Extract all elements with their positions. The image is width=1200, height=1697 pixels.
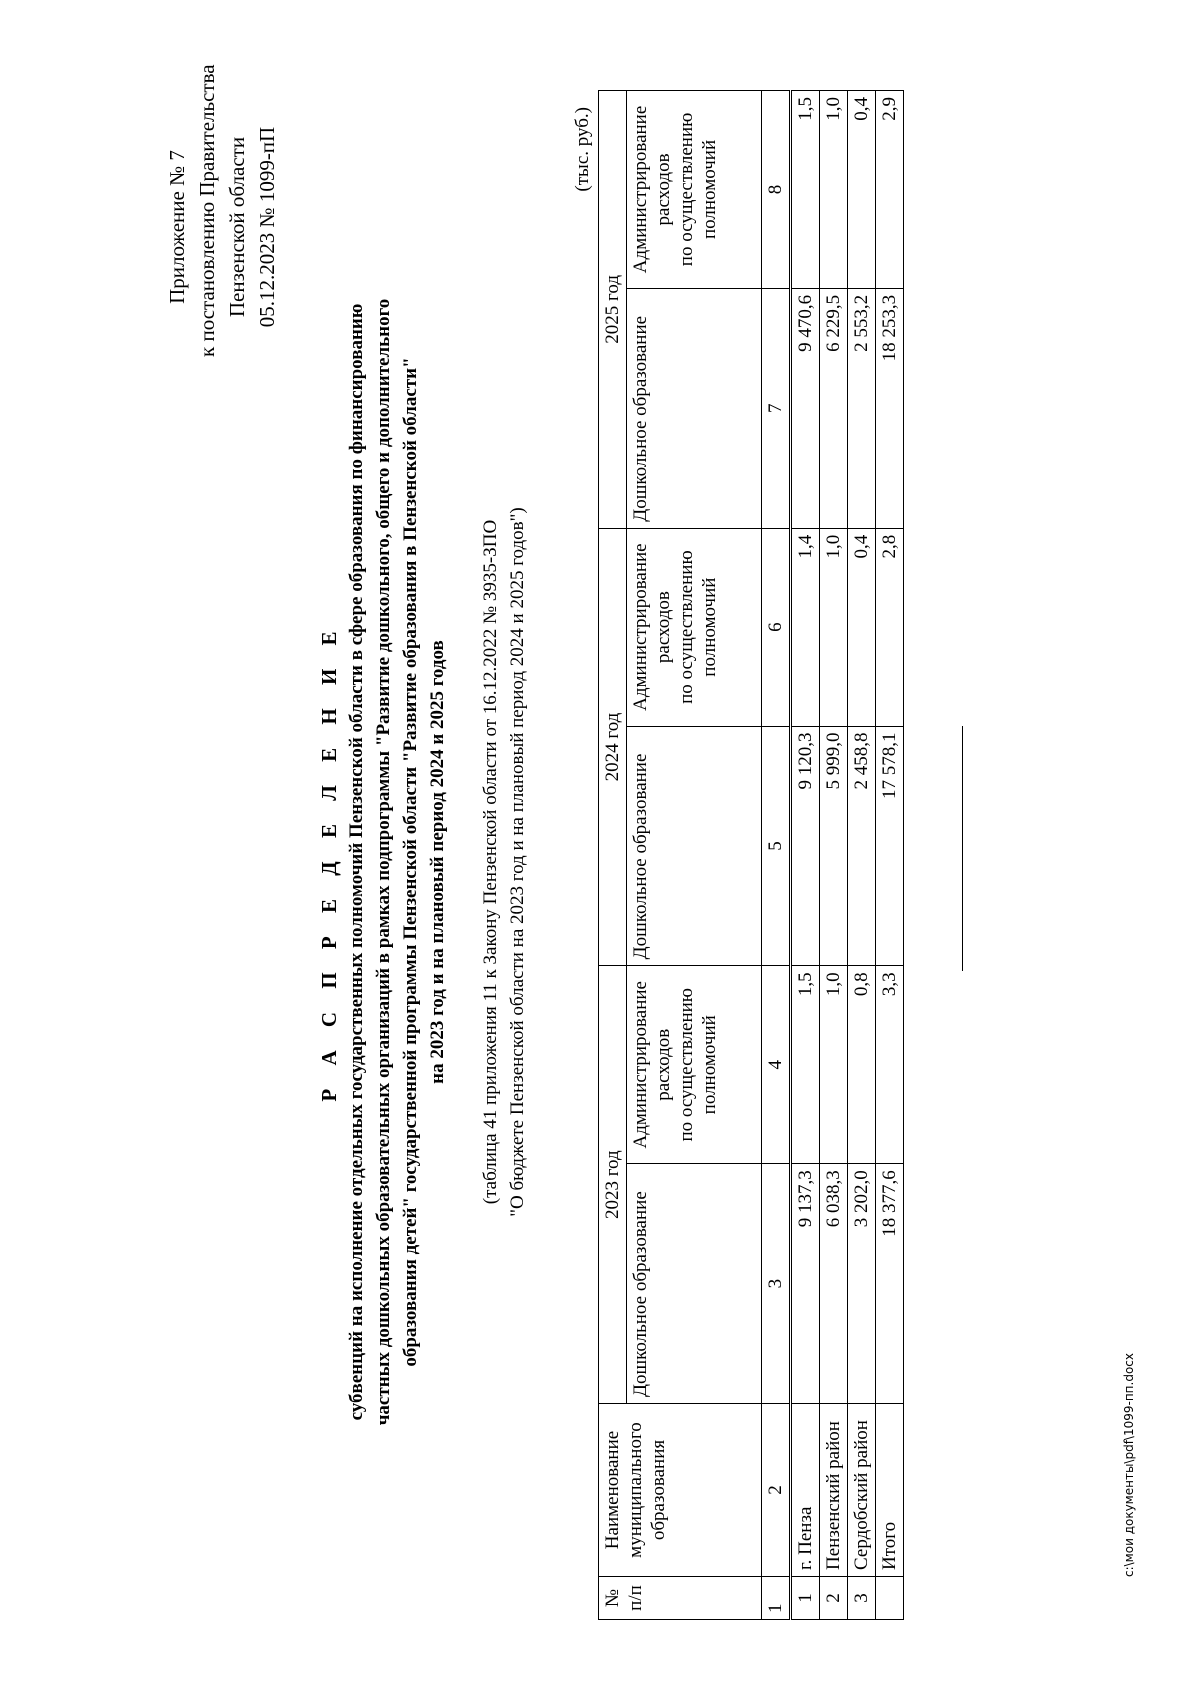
heading-line-1: субвенций на исполнение отдельных государственных полномочий Пензенской области в сфере образования по финансированию <box>346 303 367 1421</box>
value-cell: 1,0 <box>820 966 848 1164</box>
header-year-2024: 2024 год <box>599 528 627 966</box>
end-divider <box>962 726 963 971</box>
value-cell: 6 229,5 <box>820 288 848 528</box>
value-cell: 9 470,6 <box>791 288 820 528</box>
value-cell: 3,3 <box>876 966 904 1164</box>
row-name: Итого <box>876 1404 904 1577</box>
row-name: Сердобский район <box>848 1404 876 1577</box>
table-row <box>848 91 876 1620</box>
appendix-line-2: к постановлению Правительства <box>195 64 219 357</box>
column-number: 8 <box>762 91 791 289</box>
header-year-2025: 2025 год <box>599 91 627 529</box>
admin-line: полномочий <box>699 577 720 677</box>
row-number <box>876 1577 904 1620</box>
appendix-line-1: Приложение № 7 <box>165 150 189 304</box>
header-row-years <box>599 91 627 1620</box>
column-number: 6 <box>762 528 791 726</box>
appendix-block <box>162 64 282 357</box>
file-path-footer: c:\мои документы\pdf\1099-пп.docx <box>1122 1352 1136 1577</box>
value-cell: 18 377,6 <box>876 1164 904 1404</box>
unit-label: (тыс. руб.) <box>572 107 593 192</box>
header-admin-2023 <box>627 966 762 1164</box>
source-line-1: (таблица 41 приложения 11 к Закону Пензенской области от 16.12.2022 № 3935-ЗПО <box>480 519 501 1205</box>
value-cell: 2,8 <box>876 528 904 726</box>
distribution-table <box>598 90 904 1620</box>
admin-line: Администрирование <box>630 981 651 1149</box>
value-cell: 1,4 <box>791 528 820 726</box>
admin-line: Администрирование <box>630 105 651 274</box>
admin-line: расходов <box>653 591 674 664</box>
value-cell: 17 578,1 <box>876 726 904 966</box>
value-cell: 18 253,3 <box>876 288 904 528</box>
admin-line: расходов <box>653 153 674 226</box>
value-cell: 9 120,3 <box>791 726 820 966</box>
header-number: № п/п <box>599 1577 762 1620</box>
admin-line: расходов <box>653 1028 674 1101</box>
column-number: 1 <box>762 1577 791 1620</box>
column-number: 7 <box>762 288 791 528</box>
column-number: 4 <box>762 966 791 1164</box>
admin-line: Администрирование <box>630 543 651 711</box>
document-heading <box>315 177 451 1547</box>
header-preschool-2024: Дошкольное образование <box>627 726 762 966</box>
value-cell: 2,9 <box>876 91 904 289</box>
row-number: 1 <box>791 1577 820 1620</box>
header-municipality: Наименование муниципального образования <box>599 1404 762 1577</box>
header-preschool-2023: Дошкольное образование <box>627 1164 762 1404</box>
column-number: 3 <box>762 1164 791 1404</box>
table-row <box>791 91 820 1620</box>
value-cell: 5 999,0 <box>820 726 848 966</box>
row-name: г. Пенза <box>791 1404 820 1577</box>
header-admin-2025 <box>627 91 762 289</box>
header-row-subcolumns <box>627 91 762 1620</box>
heading-line-4: на 2023 год и на плановый период 2024 и 2025 годов <box>427 640 448 1084</box>
total-row <box>876 91 904 1620</box>
header-preschool-2025: Дошкольное образование <box>627 288 762 528</box>
source-reference <box>477 177 531 1547</box>
admin-line: по осуществлению <box>676 988 697 1142</box>
value-cell: 3 202,0 <box>848 1164 876 1404</box>
row-name: Пензенский район <box>820 1404 848 1577</box>
value-cell: 2 458,8 <box>848 726 876 966</box>
admin-line: полномочий <box>699 139 720 240</box>
row-number: 2 <box>820 1577 848 1620</box>
value-cell: 0,8 <box>848 966 876 1164</box>
header-admin-2024 <box>627 528 762 726</box>
heading-line-3: образования детей" государственной программы Пензенской области "Развитие образования в Пензенской области" <box>400 357 421 1367</box>
appendix-line-4: 05.12.2023 № 1099-пП <box>255 126 279 328</box>
value-cell: 1,0 <box>820 91 848 289</box>
column-number-row <box>762 91 791 1620</box>
value-cell: 2 553,2 <box>848 288 876 528</box>
admin-line: по осуществлению <box>676 550 697 704</box>
source-line-2: "О бюджете Пензенской области на 2023 год и на плановый период 2024 и 2025 годов") <box>507 507 528 1217</box>
column-number: 2 <box>762 1404 791 1577</box>
value-cell: 1,0 <box>820 528 848 726</box>
value-cell: 0,4 <box>848 91 876 289</box>
value-cell: 9 137,3 <box>791 1164 820 1404</box>
column-number: 5 <box>762 726 791 966</box>
heading-line-2: частных дошкольных образовательных организаций в рамках подпрограммы "Развитие дошкольного, общего и дополнительного <box>373 298 394 1426</box>
document-title: Р А С П Р Е Д Е Л Е Н И Е <box>317 622 341 1102</box>
admin-line: по осуществлению <box>676 112 697 267</box>
value-cell: 6 038,3 <box>820 1164 848 1404</box>
admin-line: полномочий <box>699 1015 720 1115</box>
table-row <box>820 91 848 1620</box>
row-number: 3 <box>848 1577 876 1620</box>
appendix-line-3: Пензенской области <box>225 136 249 318</box>
value-cell: 1,5 <box>791 91 820 289</box>
value-cell: 0,4 <box>848 528 876 726</box>
value-cell: 1,5 <box>791 966 820 1164</box>
header-year-2023: 2023 год <box>599 966 627 1404</box>
